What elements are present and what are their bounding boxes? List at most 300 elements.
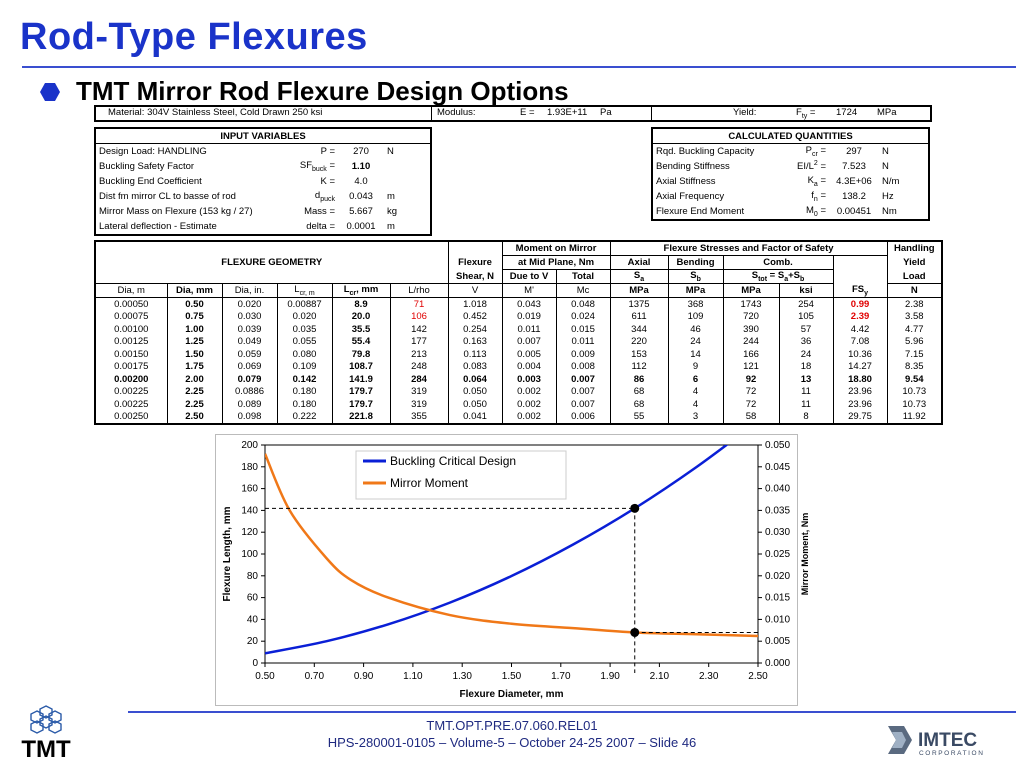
table-cell: 166 (723, 348, 779, 361)
table-row (95, 361, 942, 374)
col-mpa-3: MPa (723, 284, 779, 298)
input-row (95, 189, 431, 204)
midplane-heading: at Mid Plane, Nm (502, 256, 610, 270)
legend-label: Buckling Critical Design (390, 454, 517, 468)
table-cell: 9 (668, 361, 723, 374)
col-lcr-mm: $L_{cr}$, mm (332, 284, 390, 298)
table-cell: 0.098 (222, 411, 277, 425)
table-cell: 105 (779, 311, 833, 324)
calc-symbol: $EI/L^2$ = (797, 160, 826, 173)
table-row (95, 386, 942, 399)
col-lcr-m: $L_{cr, m}$ (277, 284, 332, 298)
input-symbol: $d_{puck}$ (314, 190, 335, 203)
col-dia-m: Dia, m (95, 284, 167, 298)
input-row (95, 159, 431, 174)
table-cell: 141.9 (332, 373, 390, 386)
x-tick-label: 1.50 (501, 671, 522, 682)
calc-name: Flexure End Moment (656, 206, 745, 217)
table-cell: 46 (668, 323, 723, 336)
col-mc: Mc (556, 284, 610, 298)
input-symbol: P = (320, 146, 335, 157)
table-cell: 5.96 (887, 336, 942, 349)
table-cell: 0.002 (502, 411, 556, 425)
y2-tick-label: 0.035 (765, 505, 791, 517)
calculated-row (652, 159, 929, 174)
calc-unit: N/m (882, 176, 900, 187)
input-unit: m (387, 191, 395, 202)
modulus-value: 1.93E+11 (547, 107, 588, 118)
table-cell: 0.109 (277, 361, 332, 374)
imtec-logo-text: IMTEC (918, 730, 978, 751)
input-value: 0.0001 (346, 221, 376, 232)
x-tick-label: 0.70 (304, 671, 325, 682)
bending-heading: Bending (668, 256, 723, 270)
table-cell: 355 (390, 411, 448, 425)
y2-tick-label: 0.040 (765, 483, 791, 495)
table-cell: 1.018 (448, 298, 502, 311)
input-symbol: K = (320, 176, 335, 187)
table-cell: 344 (610, 323, 668, 336)
input-symbol: $SF_{buck}$ = (299, 160, 335, 173)
table-cell: 0.180 (277, 386, 332, 399)
calc-symbol: $M_0$ = (805, 205, 826, 218)
table-row (95, 336, 942, 349)
x-tick-label: 1.70 (551, 671, 571, 682)
y2-tick-label: 0.030 (765, 527, 791, 539)
shear-heading: Shear, N (448, 270, 502, 284)
table-cell: 0.0886 (222, 386, 277, 399)
col-dia-mm: Dia, mm (167, 284, 222, 298)
marker-point-buckling (630, 504, 639, 513)
calculated-row (652, 144, 929, 160)
table-cell: 0.007 (556, 398, 610, 411)
table-cell: 2.38 (887, 298, 942, 311)
legend-label: Mirror Moment (390, 476, 469, 490)
calc-value: 7.523 (842, 161, 866, 172)
table-cell: 108.7 (332, 361, 390, 374)
table-cell: 8.35 (887, 361, 942, 374)
table-cell: 29.75 (833, 411, 887, 425)
yield-unit: MPa (877, 107, 897, 118)
input-unit (384, 174, 431, 189)
table-cell: 18 (779, 361, 833, 374)
table-row (95, 348, 942, 361)
col-l-rho: L/rho (390, 284, 448, 298)
y2-tick-label: 0.025 (765, 549, 791, 560)
slide-subtitle: TMT Mirror Rod Flexure Design Options (76, 76, 569, 106)
flexure-geometry-table (94, 240, 943, 425)
table-cell: 0.002 (502, 398, 556, 411)
table-cell: 0.043 (502, 298, 556, 311)
table-cell: 213 (390, 348, 448, 361)
table-cell: 11 (779, 398, 833, 411)
table-cell: 0.004 (502, 361, 556, 374)
yield-value: 1724 (836, 107, 858, 118)
table-cell: 10.73 (887, 398, 942, 411)
table-cell: 179.7 (332, 386, 390, 399)
calc-name: Rqd. Buckling Capacity (656, 146, 755, 157)
input-name: Lateral deflection - Estimate (99, 221, 217, 232)
table-cell: 1375 (610, 298, 668, 311)
table-cell: 121 (723, 361, 779, 374)
table-cell: 611 (610, 311, 668, 324)
calculated-quantities-table (651, 127, 930, 221)
input-name: Design Load: HANDLING (99, 146, 207, 157)
table-cell: 0.00225 (95, 386, 167, 399)
table-cell: 0.003 (502, 373, 556, 386)
table-cell: 18.80 (833, 373, 887, 386)
table-cell: 0.008 (556, 361, 610, 374)
y2-tick-label: 0.020 (765, 570, 791, 582)
table-cell: 0.00175 (95, 361, 167, 374)
table-cell: 58 (723, 411, 779, 425)
table-cell: 0.050 (448, 398, 502, 411)
y2-tick-label: 0.015 (765, 592, 791, 604)
table-cell: 2.00 (167, 373, 222, 386)
table-cell: 8.9 (332, 298, 390, 311)
col-v: V (448, 284, 502, 298)
x-tick-label: 2.10 (649, 671, 670, 682)
table-cell: 0.99 (833, 298, 887, 311)
sb-heading: $S_b$ (668, 270, 723, 284)
table-cell: 254 (779, 298, 833, 311)
input-value: 1.10 (351, 161, 371, 172)
input-value: 5.667 (349, 206, 373, 217)
table-cell: 57 (779, 323, 833, 336)
table-cell: 177 (390, 336, 448, 349)
imtec-logo (886, 722, 1008, 758)
table-cell: 36 (779, 336, 833, 349)
col-dia-in: Dia, in. (222, 284, 277, 298)
table-cell: 4 (668, 386, 723, 399)
bullet-hexagon-icon (40, 82, 60, 102)
x-tick-label: 0.50 (255, 671, 275, 682)
table-cell: 153 (610, 348, 668, 361)
input-row (95, 144, 431, 160)
table-cell: 0.142 (277, 373, 332, 386)
table-cell: 4.77 (887, 323, 942, 336)
table-cell: 86 (610, 373, 668, 386)
calc-unit: N (882, 146, 889, 157)
title-divider (22, 66, 1016, 68)
table-cell: 0.180 (277, 398, 332, 411)
table-cell: 0.049 (222, 336, 277, 349)
table-row (95, 323, 942, 336)
table-cell: 0.024 (556, 311, 610, 324)
table-cell: 23.96 (833, 386, 887, 399)
table-cell: 79.8 (332, 348, 390, 361)
input-unit: kg (387, 206, 398, 217)
calc-name: Axial Stiffness (656, 176, 716, 187)
material-label: Material: 304V Stainless Steel, Cold Drawn 250 ksi (108, 107, 323, 118)
y-tick-label: 60 (246, 592, 258, 604)
x-tick-label: 1.90 (600, 671, 620, 682)
table-cell: 10.73 (887, 386, 942, 399)
sa-heading: $S_a$ (610, 270, 668, 284)
table-cell: 24 (779, 348, 833, 361)
stot-heading: $S_{tot} = S_a+S_b$ (723, 270, 833, 284)
table-cell: 0.75 (167, 311, 222, 324)
y-tick-label: 100 (241, 549, 258, 560)
input-unit (384, 159, 431, 174)
table-cell: 0.00225 (95, 398, 167, 411)
table-cell: 142 (390, 323, 448, 336)
y-tick-label: 180 (241, 461, 258, 473)
table-cell: 2.25 (167, 386, 222, 399)
slide-info: HPS-280001-0105 – Volume-5 – October 24-25 2007 – Slide 46 (327, 735, 697, 750)
col-ksi: ksi (779, 284, 833, 298)
table-cell: 0.020 (277, 311, 332, 324)
flexure-heading: Flexure (448, 256, 502, 270)
table-cell: 0.00250 (95, 411, 167, 425)
chart-frame (215, 434, 810, 706)
table-cell: 92 (723, 373, 779, 386)
calculated-row (652, 174, 929, 189)
input-name: Buckling End Coefficient (99, 176, 202, 187)
y-tick-label: 80 (246, 570, 258, 582)
calc-name: Axial Frequency (656, 191, 725, 202)
table-cell: 14 (668, 348, 723, 361)
table-cell: 0.006 (556, 411, 610, 425)
calc-value: 4.3E+06 (836, 176, 872, 187)
input-row (95, 204, 431, 219)
yield-heading: Yield (887, 256, 942, 270)
table-cell: 8 (779, 411, 833, 425)
footer-divider (128, 711, 1016, 713)
table-cell: 106 (390, 311, 448, 324)
y-tick-label: 200 (241, 440, 258, 451)
table-cell: 55 (610, 411, 668, 425)
table-cell: 112 (610, 361, 668, 374)
table-cell: 179.7 (332, 398, 390, 411)
input-name: Dist fm mirror CL to basse of rod (99, 191, 236, 202)
table-cell: 68 (610, 386, 668, 399)
input-row (95, 219, 431, 235)
table-cell: 23.96 (833, 398, 887, 411)
input-unit: m (387, 221, 395, 232)
table-cell: 0.020 (222, 298, 277, 311)
input-symbol: delta = (306, 221, 335, 232)
table-cell: 0.163 (448, 336, 502, 349)
table-cell: 0.007 (502, 336, 556, 349)
input-symbol: Mass = (304, 206, 335, 217)
table-cell: 2.39 (833, 311, 887, 324)
y-axis-label: Flexure Length, mm (222, 506, 233, 602)
table-cell: 11 (779, 386, 833, 399)
input-value: 4.0 (354, 176, 368, 187)
geometry-heading: FLEXURE GEOMETRY (95, 241, 448, 284)
table-cell: 0.079 (222, 373, 277, 386)
y2-tick-label: 0.050 (765, 440, 791, 451)
imtec-logo-sub: CORPORATION (919, 750, 985, 757)
calc-unit: Nm (882, 206, 897, 217)
table-cell: 221.8 (332, 411, 390, 425)
table-cell: 72 (723, 386, 779, 399)
y-tick-label: 160 (241, 483, 258, 495)
table-cell: 0.00075 (95, 311, 167, 324)
marker-point-moment (630, 628, 639, 637)
table-cell: 20.0 (332, 311, 390, 324)
table-cell: 4.42 (833, 323, 887, 336)
input-variables-table (94, 127, 432, 236)
calc-value: 297 (846, 146, 862, 157)
input-unit: N (387, 146, 394, 157)
table-cell: 13 (779, 373, 833, 386)
table-cell: 0.059 (222, 348, 277, 361)
y2-tick-label: 0.005 (765, 636, 791, 648)
table-cell: 0.113 (448, 348, 502, 361)
yield-symbol: $F_{ty}$ = (796, 107, 816, 120)
table-cell: 1.50 (167, 348, 222, 361)
calc-name: Bending Stiffness (656, 161, 730, 172)
col-mpa-1: MPa (610, 284, 668, 298)
table-cell: 0.452 (448, 311, 502, 324)
table-cell: 0.002 (502, 386, 556, 399)
table-cell: 0.009 (556, 348, 610, 361)
stresses-heading: Flexure Stresses and Factor of Safety (610, 241, 887, 256)
table-row (95, 373, 942, 386)
y2-tick-label: 0.010 (765, 614, 791, 626)
table-cell: 55.4 (332, 336, 390, 349)
x-tick-label: 2.30 (698, 671, 719, 682)
y2-axis-label: Mirror Moment, Nm (800, 512, 810, 596)
table-cell: 220 (610, 336, 668, 349)
calculated-quantities-heading: CALCULATED QUANTITIES (652, 128, 929, 144)
table-cell: 72 (723, 398, 779, 411)
table-cell: 0.089 (222, 398, 277, 411)
table-cell: 0.080 (277, 348, 332, 361)
table-cell: 7.08 (833, 336, 887, 349)
table-row (95, 411, 942, 425)
table-cell: 3.58 (887, 311, 942, 324)
y2-tick-label: 0.000 (765, 658, 791, 669)
table-cell: 0.00125 (95, 336, 167, 349)
table-cell: 0.019 (502, 311, 556, 324)
table-cell: 0.011 (556, 336, 610, 349)
table-cell: 3 (668, 411, 723, 425)
table-cell: 0.254 (448, 323, 502, 336)
input-row (95, 174, 431, 189)
comb-heading: Comb. (723, 256, 833, 270)
table-cell: 0.035 (277, 323, 332, 336)
calc-unit: N (882, 161, 889, 172)
calc-symbol: $f_n$ = (811, 190, 826, 203)
table-cell: 0.048 (556, 298, 610, 311)
table-cell: 1.25 (167, 336, 222, 349)
table-cell: 0.064 (448, 373, 502, 386)
table-cell: 319 (390, 386, 448, 399)
table-cell: 109 (668, 311, 723, 324)
table-cell: 0.011 (502, 323, 556, 336)
material-divider (431, 106, 432, 120)
table-cell: 0.007 (556, 373, 610, 386)
table-cell: 368 (668, 298, 723, 311)
handling-heading: Handling (887, 241, 942, 256)
table-cell: 0.00100 (95, 323, 167, 336)
axial-heading: Axial (610, 256, 668, 270)
table-cell: 0.030 (222, 311, 277, 324)
total-heading: Total (556, 270, 610, 284)
x-tick-label: 1.10 (403, 671, 423, 682)
table-cell: 1743 (723, 298, 779, 311)
table-cell: 0.50 (167, 298, 222, 311)
calc-value: 138.2 (842, 191, 866, 202)
input-value: 0.043 (349, 191, 373, 202)
material-divider-2 (651, 106, 652, 120)
input-value: 270 (353, 146, 369, 157)
table-row (95, 298, 942, 311)
y-tick-label: 140 (241, 505, 258, 517)
calc-symbol: $K_a$ = (807, 175, 826, 188)
table-cell: 0.039 (222, 323, 277, 336)
x-axis-label: Flexure Diameter, mm (459, 689, 564, 700)
table-cell: 0.00050 (95, 298, 167, 311)
table-cell: 0.015 (556, 323, 610, 336)
fs-blank (833, 256, 887, 284)
modulus-label: Modulus: (437, 107, 476, 118)
table-cell: 0.00150 (95, 348, 167, 361)
calc-value: 0.00451 (836, 206, 872, 217)
document-id: TMT.OPT.PRE.07.060.REL01 (426, 718, 598, 733)
table-cell: 0.005 (502, 348, 556, 361)
input-name: Buckling Safety Factor (99, 161, 195, 172)
table-cell: 1.75 (167, 361, 222, 374)
col-mprime: M' (502, 284, 556, 298)
table-cell: 0.222 (277, 411, 332, 425)
calculated-row (652, 204, 929, 220)
table-cell: 319 (390, 398, 448, 411)
table-cell: 0.050 (448, 386, 502, 399)
table-cell: 390 (723, 323, 779, 336)
col-n: N (887, 284, 942, 298)
table-row (95, 311, 942, 324)
table-cell: 2.50 (167, 411, 222, 425)
table-cell: 71 (390, 298, 448, 311)
table-cell: 10.36 (833, 348, 887, 361)
table-cell: 6 (668, 373, 723, 386)
due-to-v-heading: Due to V (502, 270, 556, 284)
table-cell: 248 (390, 361, 448, 374)
table-cell: 9.54 (887, 373, 942, 386)
modulus-unit: Pa (600, 107, 612, 118)
table-cell: 720 (723, 311, 779, 324)
table-cell: 7.15 (887, 348, 942, 361)
table-cell: 2.25 (167, 398, 222, 411)
calc-symbol: $P_{cr}$ = (805, 145, 826, 158)
flexure-heading-blank (448, 241, 502, 256)
table-cell: 1.00 (167, 323, 222, 336)
col-fs: $FS_y$ (833, 284, 887, 298)
table-cell: 0.00887 (277, 298, 332, 311)
design-chart (216, 435, 810, 705)
table-cell: 14.27 (833, 361, 887, 374)
table-cell: 35.5 (332, 323, 390, 336)
table-cell: 68 (610, 398, 668, 411)
input-name: Mirror Mass on Flexure (153 kg / 27) (99, 206, 253, 217)
col-mpa-2: MPa (668, 284, 723, 298)
y-tick-label: 0 (252, 658, 258, 669)
y-tick-label: 40 (246, 614, 258, 626)
y-tick-label: 120 (241, 527, 258, 539)
x-tick-label: 1.30 (452, 671, 472, 682)
table-cell: 11.92 (887, 411, 942, 425)
y-tick-label: 20 (246, 636, 258, 648)
page-title: Rod-Type Flexures (20, 16, 368, 58)
calc-unit: Hz (882, 191, 894, 202)
calculated-row (652, 189, 929, 204)
table-cell: 284 (390, 373, 448, 386)
x-tick-label: 2.50 (748, 671, 768, 682)
